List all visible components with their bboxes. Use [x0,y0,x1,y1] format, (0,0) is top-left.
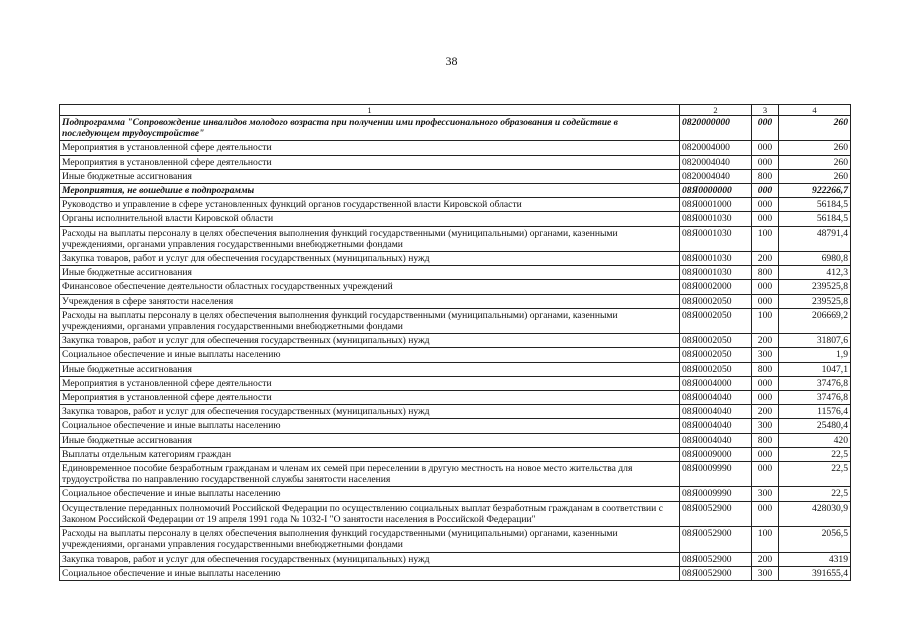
row-code: 08Я0009990 [680,462,752,487]
table-row [60,266,851,280]
row-name: Единовременное пособие безработным гражданам и членам их семей при переселении в другую местность на новое место жительства для трудоустройства по направлению государственной службы занятости населения [60,462,680,487]
row-amount: 922266,7 [779,184,851,198]
row-name: Социальное обеспечение и иные выплаты населению [60,419,680,433]
row-expense-type: 000 [752,141,779,155]
row-code: 08Я0001030 [680,266,752,280]
row-amount: 4319 [779,552,851,566]
row-amount: 206669,2 [779,308,851,333]
row-name: Закупка товаров, работ и услуг для обеспечения государственных (муниципальных) нужд [60,405,680,419]
row-name: Расходы на выплаты персоналу в целях обеспечения выполнения функций государственными (муниципальными) органами, казенными учреждениями, органами управления государственными внебюджетными фондами [60,527,680,552]
row-expense-type: 000 [752,391,779,405]
row-amount: 2056,5 [779,527,851,552]
header-col-4: 4 [779,105,851,116]
row-expense-type: 100 [752,308,779,333]
row-amount: 260 [779,169,851,183]
row-expense-type: 800 [752,169,779,183]
row-expense-type: 000 [752,462,779,487]
table-row [60,348,851,362]
row-name: Подпрограмма "Сопровождение инвалидов молодого возраста при получении ими профессионального образования и содействие в последующем трудоустройстве" [60,116,680,141]
row-amount: 31807,6 [779,334,851,348]
row-amount: 56184,5 [779,198,851,212]
row-name: Социальное обеспечение и иные выплаты населению [60,487,680,501]
table-row [60,433,851,447]
table-row [60,487,851,501]
row-amount: 1,9 [779,348,851,362]
row-amount: 37476,8 [779,376,851,390]
table-row [60,527,851,552]
header-col-1: 1 [60,105,680,116]
table-row [60,184,851,198]
row-name: Мероприятия в установленной сфере деятельности [60,391,680,405]
row-code: 08Я0002050 [680,294,752,308]
row-code: 08Я0002050 [680,308,752,333]
row-name: Руководство и управление в сфере установленных функций органов государственной власти Кировской области [60,198,680,212]
row-code: 08Я0001030 [680,212,752,226]
row-expense-type: 000 [752,155,779,169]
table-row [60,141,851,155]
row-name: Иные бюджетные ассигнования [60,266,680,280]
row-amount: 22,5 [779,462,851,487]
row-name: Мероприятия в установленной сфере деятельности [60,376,680,390]
row-expense-type: 000 [752,184,779,198]
header-row [60,105,851,116]
row-code: 08Я0002050 [680,348,752,362]
row-name: Социальное обеспечение и иные выплаты населению [60,566,680,580]
row-code: 08Я0004040 [680,419,752,433]
row-expense-type: 200 [752,334,779,348]
row-amount: 56184,5 [779,212,851,226]
row-amount: 428030,9 [779,501,851,526]
table-row [60,308,851,333]
row-amount: 22,5 [779,487,851,501]
row-name: Иные бюджетные ассигнования [60,362,680,376]
table-row [60,419,851,433]
table-row [60,566,851,580]
row-expense-type: 000 [752,116,779,141]
row-code: 08Я0001030 [680,252,752,266]
row-name: Социальное обеспечение и иные выплаты населению [60,348,680,362]
table-row [60,198,851,212]
row-expense-type: 000 [752,212,779,226]
row-amount: 239525,8 [779,280,851,294]
table-row [60,252,851,266]
table-row [60,447,851,461]
table-row [60,376,851,390]
row-code: 08Я0052900 [680,552,752,566]
row-code: 08Я0004000 [680,376,752,390]
row-name: Мероприятия в установленной сфере деятельности [60,141,680,155]
row-expense-type: 000 [752,447,779,461]
row-name: Учреждения в сфере занятости населения [60,294,680,308]
table-row [60,280,851,294]
row-expense-type: 800 [752,266,779,280]
row-code: 08Я0009990 [680,487,752,501]
row-expense-type: 000 [752,280,779,294]
row-code: 08Я0004040 [680,391,752,405]
row-amount: 260 [779,141,851,155]
row-expense-type: 300 [752,348,779,362]
row-code: 08Я0004040 [680,433,752,447]
row-code: 08Я0002000 [680,280,752,294]
row-name: Расходы на выплаты персоналу в целях обеспечения выполнения функций государственными (муниципальными) органами, казенными учреждениями, органами управления государственными внебюджетными фондами [60,308,680,333]
budget-table [59,104,851,581]
table-row [60,552,851,566]
row-expense-type: 300 [752,487,779,501]
table-row [60,405,851,419]
table-row [60,212,851,226]
row-amount: 37476,8 [779,391,851,405]
row-code: 08Я0009000 [680,447,752,461]
row-expense-type: 100 [752,527,779,552]
row-amount: 260 [779,116,851,141]
row-name: Осуществление переданных полномочий Российской Федерации по осуществлению социальных выплат безработным гражданам в соответствии с Законом Российской Федерации от 19 апреля 1991 года № 1032-I "О занятости населения в Российской Федерации" [60,501,680,526]
row-name: Мероприятия, не вошедшие в подпрограммы [60,184,680,198]
table-row [60,116,851,141]
page-number: 38 [445,54,458,68]
row-expense-type: 000 [752,501,779,526]
row-code: 0820004040 [680,169,752,183]
row-amount: 412,3 [779,266,851,280]
table-body [60,116,851,581]
row-expense-type: 000 [752,376,779,390]
row-code: 08Я0004040 [680,405,752,419]
row-code: 08Я0000000 [680,184,752,198]
row-expense-type: 800 [752,433,779,447]
row-name: Органы исполнительной власти Кировской области [60,212,680,226]
row-name: Мероприятия в установленной сфере деятельности [60,155,680,169]
row-expense-type: 800 [752,362,779,376]
row-expense-type: 200 [752,252,779,266]
row-expense-type: 200 [752,405,779,419]
row-amount: 6980,8 [779,252,851,266]
row-name: Иные бюджетные ассигнования [60,169,680,183]
row-amount: 48791,4 [779,226,851,251]
row-amount: 11576,4 [779,405,851,419]
row-amount: 391655,4 [779,566,851,580]
row-amount: 25480,4 [779,419,851,433]
row-code: 0820004040 [680,155,752,169]
row-code: 08Я0052900 [680,566,752,580]
row-name: Закупка товаров, работ и услуг для обеспечения государственных (муниципальных) нужд [60,252,680,266]
row-name: Расходы на выплаты персоналу в целях обеспечения выполнения функций государственными (муниципальными) органами, казенными учреждениями, органами управления государственными внебюджетными фондами [60,226,680,251]
row-code: 08Я0002050 [680,334,752,348]
row-expense-type: 100 [752,226,779,251]
header-col-2: 2 [680,105,752,116]
row-expense-type: 200 [752,552,779,566]
row-expense-type: 300 [752,566,779,580]
row-code: 08Я0001000 [680,198,752,212]
row-name: Выплаты отдельным категориям граждан [60,447,680,461]
table-row [60,391,851,405]
table-row [60,155,851,169]
row-amount: 260 [779,155,851,169]
header-col-3: 3 [752,105,779,116]
row-name: Финансовое обеспечение деятельности областных государственных учреждений [60,280,680,294]
row-expense-type: 300 [752,419,779,433]
table-row [60,362,851,376]
row-name: Закупка товаров, работ и услуг для обеспечения государственных (муниципальных) нужд [60,552,680,566]
row-code: 08Я0001030 [680,226,752,251]
row-code: 08Я0002050 [680,362,752,376]
row-name: Закупка товаров, работ и услуг для обеспечения государственных (муниципальных) нужд [60,334,680,348]
table-row [60,334,851,348]
table-row [60,169,851,183]
row-expense-type: 000 [752,294,779,308]
row-amount: 239525,8 [779,294,851,308]
table-row [60,501,851,526]
row-amount: 420 [779,433,851,447]
row-expense-type: 000 [752,198,779,212]
row-name: Иные бюджетные ассигнования [60,433,680,447]
row-amount: 22,5 [779,447,851,461]
row-code: 0820000000 [680,116,752,141]
table-row [60,226,851,251]
row-amount: 1047,1 [779,362,851,376]
table-row [60,294,851,308]
table-row [60,462,851,487]
row-code: 08Я0052900 [680,501,752,526]
row-code: 08Я0052900 [680,527,752,552]
row-code: 0820004000 [680,141,752,155]
